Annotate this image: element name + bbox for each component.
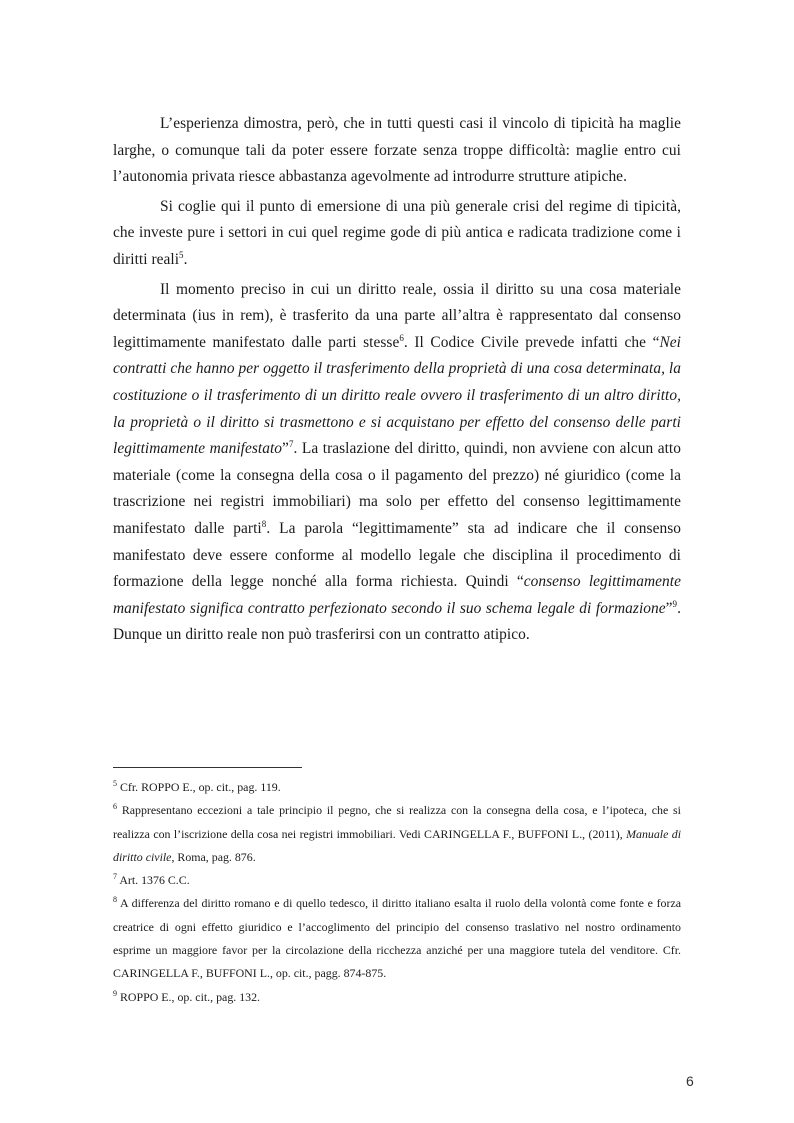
paragraph	[113, 194, 681, 274]
footnote	[113, 986, 681, 1009]
paragraph	[113, 277, 681, 649]
footnote-reference: 5	[179, 249, 184, 260]
text-run: A differenza del diritto romano e di quello tedesco, il diritto italiano esalta il ruolo della volontà come fonte e forza creatrice di ogni effetto giuridico e l’accoglimento del principio del consenso traslativo nel nostro ordinamento esprime un maggiore favor per la circolazione della ricchezza anziché per una maggiore tutela del venditore. Cfr. CARINGELLA F., BUFFONI L., op. cit., pagg. 874-875.	[113, 896, 681, 981]
footnote-reference: 6	[399, 332, 404, 343]
text-run: . La parola “legittimamente” sta ad indicare che il consenso manifestato deve essere conforme al modello legale che disciplina il procedimento di formazione della legge nonché alla forma richiesta. Quindi “	[113, 519, 681, 591]
text-run: .	[183, 250, 188, 268]
text-run: . La traslazione del diritto, quindi, non avviene con alcun atto materiale (come la consegna della cosa o il pagamento del prezzo) né giuridico (come la trascrizione nei registri immobiliari) ma solo per effetto del consenso legittimamente manifestato dalle parti	[113, 440, 681, 537]
body-text	[113, 111, 681, 652]
italic-quote: Nei contratti che hanno per oggetto il trasferimento della proprietà di una cosa determinata, la costituzione o il trasferimento di un diritto reale ovvero il trasferimento di un altro diritto, la proprietà o il diritto si trasmettono e si acquistano per effetto del consenso delle parti legittimamente manifestato	[113, 333, 682, 458]
text-run: . Il Codice Civile prevede infatti che “	[403, 333, 660, 351]
text-run: Il momento preciso in cui un diritto reale, ossia il diritto su una cosa materiale determinata (ius in rem), è trasferito da una parte all’altra è rappresentato dal consenso legittimamente manifestato dalle parti stesse	[113, 280, 681, 351]
page-number: 6	[686, 1073, 694, 1089]
footnote	[113, 776, 681, 799]
italic-quote: Manuale di diritto civile	[113, 826, 681, 864]
footnote-number: 5	[113, 779, 117, 789]
footnote-number: 7	[113, 872, 117, 882]
text-run: ”	[665, 599, 673, 617]
text-run: ROPPO E., op. cit., pag. 132.	[117, 989, 261, 1004]
text-run: , Roma, pag. 876.	[171, 849, 256, 864]
footnote-separator	[113, 767, 302, 768]
text-run: Cfr. ROPPO E., op. cit., pag. 119.	[117, 780, 281, 794]
footnote-number: 9	[113, 988, 117, 998]
italic-quote: consenso legittimamente manifestato significa contratto perfezionato secondo il suo schema legale di formazione	[113, 573, 681, 617]
footnote	[113, 892, 681, 985]
footnote-number: 8	[113, 895, 117, 905]
text-run: Rappresentano eccezioni a tale principio il pegno, che si realizza con la consegna della cosa, e l’ipoteca, che si realizza con l’iscrizione della cosa nei registri immobiliari. Vedi CARINGELLA F., BUFFONI L., (2011),	[113, 803, 681, 841]
text-run: . Dunque un diritto reale non può trasferirsi con un contratto atipico.	[113, 599, 681, 644]
text-run: Art. 1376 C.C.	[117, 873, 190, 888]
footnote-reference: 8	[261, 518, 267, 529]
text-run: L’esperienza dimostra, però, che in tutti questi casi il vincolo di tipicità ha maglie larghe, o comunque tali da poter essere forzate senza troppe difficoltà: maglie entro cui l’autonomia privata riesce abbastanza agevolmente ad introdurre strutture atipiche.	[113, 115, 681, 186]
footnote	[113, 799, 681, 869]
footnote-reference: 7	[288, 439, 294, 449]
text-run: ”	[282, 440, 289, 458]
footnote-number: 6	[113, 802, 117, 812]
text-run: Si coglie qui il punto di emersione di una più generale crisi del regime di tipicità, che investe pure i settori in cui quel regime gode di più antica e radicata tradizione come i diritti reali	[113, 197, 681, 268]
footnote	[113, 869, 681, 892]
footnote-reference: 9	[672, 598, 678, 609]
footnotes	[113, 776, 681, 1009]
paragraph	[113, 111, 681, 191]
